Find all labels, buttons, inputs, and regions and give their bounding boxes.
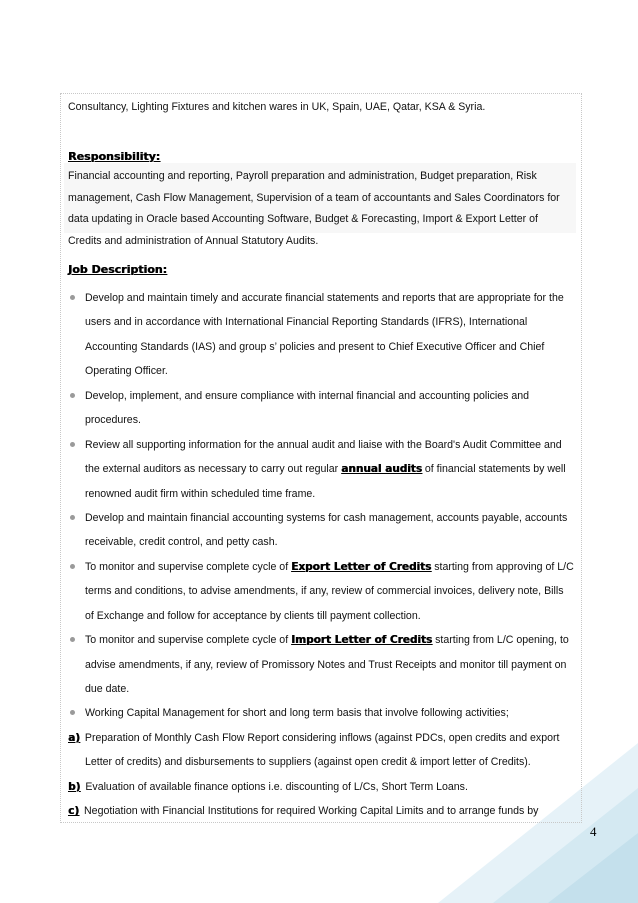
emphasis-import-lc: Import Letter of Credits bbox=[291, 634, 433, 647]
list-item-continuation: of Exchange and follow for acceptance by clients till payment collection. bbox=[85, 609, 421, 622]
list-item-text: Working Capital Management for short and long term basis that involve following activities; bbox=[85, 707, 509, 720]
job-description-heading: Job Description: bbox=[68, 263, 167, 276]
responsibility-line: management, Cash Flow Management, Supervision of a team of accountants and Sales Coordinators for bbox=[68, 191, 560, 204]
list-item-continuation: due date. bbox=[85, 683, 130, 695]
list-item bbox=[68, 705, 576, 729]
text-segment: To monitor and supervise complete cycle of bbox=[85, 560, 292, 573]
job-description-list bbox=[68, 290, 576, 828]
list-item bbox=[68, 388, 576, 412]
text-segment: the external auditors as necessary to carry out regular bbox=[85, 463, 342, 476]
list-item bbox=[68, 632, 576, 656]
list-item bbox=[68, 290, 576, 314]
sub-item-letter: a) bbox=[68, 731, 80, 744]
responsibility-heading: Responsibility: bbox=[68, 150, 161, 163]
sub-item-text: Negotiation with Financial Institutions for required Working Capital Limits and to arrange funds by bbox=[84, 805, 539, 818]
emphasis-annual-audits: annual audits bbox=[341, 463, 422, 476]
bullet-icon bbox=[70, 393, 75, 398]
text-segment: To monitor and supervise complete cycle of bbox=[85, 634, 292, 647]
bullet-icon bbox=[70, 442, 75, 447]
list-item-continuation: receivable, credit control, and petty cash. bbox=[85, 536, 278, 549]
responsibility-line: Financial accounting and reporting, Payroll preparation and administration, Budget preparation, Risk bbox=[68, 170, 537, 182]
list-item-continuation: renowned audit firm within scheduled time frame. bbox=[85, 487, 316, 500]
emphasis-export-lc: Export Letter of Credits bbox=[291, 560, 432, 573]
responsibility-text bbox=[68, 166, 576, 252]
list-item-continuation: Operating Officer. bbox=[85, 365, 168, 378]
sub-item-text: Preparation of Monthly Cash Flow Report considering inflows (against PDCs, open credits and export bbox=[84, 731, 560, 744]
sub-item-text: Evaluation of available finance options i.e. discounting of L/Cs, Short Term Loans. bbox=[85, 780, 468, 793]
list-item bbox=[68, 510, 576, 534]
list-item-text: Develop, implement, and ensure compliance with internal financial and accounting policies and bbox=[85, 389, 530, 402]
sub-item-continuation: Letter of credits) and disbursements to suppliers (against open credit & import letter of Credits). bbox=[85, 756, 531, 769]
sub-item-c bbox=[68, 803, 576, 827]
list-item bbox=[68, 437, 576, 461]
list-item-continuation: procedures. bbox=[85, 414, 141, 427]
list-item-text: Review all supporting information for the annual audit and liaise with the Board's Audit Committee and bbox=[85, 438, 562, 451]
sub-item-letter: b) bbox=[68, 780, 81, 793]
list-item-continuation: Accounting Standards (IAS) and group s’ policies and present to Chief Executive Officer and Chief bbox=[85, 340, 545, 353]
text-segment: starting from L/C opening, to bbox=[432, 634, 569, 647]
sub-item-a bbox=[68, 730, 576, 754]
intro-text: Consultancy, Lighting Fixtures and kitchen wares in UK, Spain, UAE, Qatar, KSA & Syria. bbox=[68, 101, 486, 113]
bullet-icon bbox=[70, 564, 75, 569]
bullet-icon bbox=[70, 637, 75, 642]
sub-item-b bbox=[68, 779, 576, 803]
list-item-continuation: advise amendments, if any, review of Promissory Notes and Trust Receipts and monitor till payment on bbox=[85, 658, 567, 671]
list-item-continuation bbox=[68, 461, 576, 485]
list-item-continuation: terms and conditions, to advise amendments, if any, review of commercial invoices, delivery note, Bills bbox=[85, 585, 564, 598]
bullet-icon bbox=[70, 710, 75, 715]
bullet-icon bbox=[70, 515, 75, 520]
sub-item-letter: c) bbox=[68, 805, 80, 818]
list-item bbox=[68, 559, 576, 583]
text-segment: starting from approving of L/C bbox=[431, 560, 574, 573]
responsibility-line: data updating in Oracle based Accounting Software, Budget & Forecasting, Import & Export Letter of bbox=[68, 213, 538, 225]
list-item-text: Develop and maintain financial accounting systems for cash management, accounts payable, accounts bbox=[85, 511, 568, 524]
list-item-text: Develop and maintain timely and accurate financial statements and reports that are appropriate for the bbox=[85, 292, 564, 304]
text-segment: of financial statements by well bbox=[421, 463, 566, 476]
page-number: 4 bbox=[590, 824, 597, 839]
bullet-icon bbox=[70, 295, 75, 300]
responsibility-line: Credits and administration of Annual Statutory Audits. bbox=[68, 234, 319, 247]
list-item-continuation: users and in accordance with International Financial Reporting Standards (IFRS), International bbox=[85, 316, 528, 329]
